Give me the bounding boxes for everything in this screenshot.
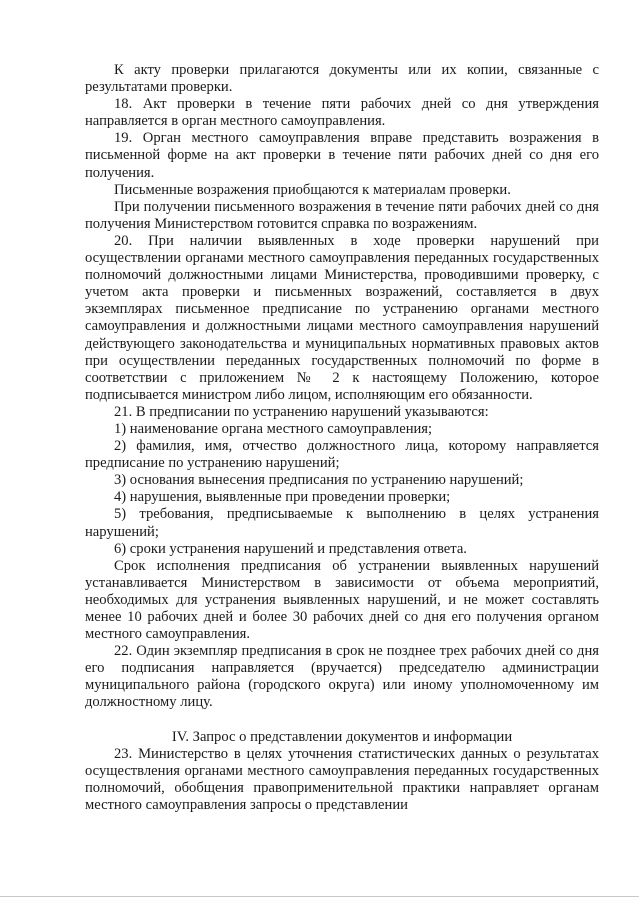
- list-item-4: 4) нарушения, выявленные при проведении проверки;: [114, 489, 451, 506]
- paragraph-attachments: К акту проверки прилагаются документы или их копии, связанные с результатами проверки.: [85, 62, 599, 96]
- paragraph-objections-reference: При получении письменного возражения в течение пяти рабочих дней со дня получения Министерством готовится справка по возражениям.: [85, 198, 599, 232]
- paragraph-23: 23. Министерство в целях уточнения статистических данных о результатах осуществления органами местного самоуправления переданных государственных полномочий, обобщения правоприменительной практики направляет органам местного самоуправления запросы о представлении: [85, 745, 599, 813]
- paragraph-18: 18. Акт проверки в течение пяти рабочих дней со дня утверждения направляется в орган местного самоуправления.: [85, 96, 599, 130]
- list-item-2: 2) фамилия, имя, отчество должностного лица, которому направляется предписание по устранению нарушений;: [85, 438, 599, 472]
- bottom-divider: [0, 896, 639, 897]
- paragraph-22: 22. Один экземпляр предписания в срок не позднее трех рабочих дней со дня его подписания направляется (вручается) председателю администрации муниципального района (городского округа) или иному уполномоченному им должностному лицу.: [85, 643, 599, 711]
- list-item-5: 5) требования, предписываемые к выполнению в целях устранения нарушений;: [85, 506, 599, 540]
- paragraph-20: 20. При наличии выявленных в ходе проверки нарушений при осуществлении органами местного самоуправления переданных государственных полномочий должностными лицами Министерства, проводившими проверку, с учетом акта проверки и письменных возражений, составляется в двух экземплярах письменное предписание по устранению органами местного самоуправления и должностными лицами местного самоуправления нарушений действующего законодательства и муниципальных нормативных правовых актов при осуществлении переданных государственных полномочий по форме в соответствии с приложением № 2 к настоящему Положению, которое подписывается министром либо лицом, исполняющим его обязанности.: [85, 232, 599, 403]
- section-heading: IV. Запрос о представлении документов и информации: [171, 728, 513, 745]
- paragraph-19: 19. Орган местного самоуправления вправе представить возражения в письменной форме на акт проверки в течение пяти рабочих дней со дня его получения.: [85, 130, 599, 181]
- paragraph-21: 21. В предписании по устранению нарушений указываются:: [114, 403, 489, 420]
- paragraph-deadline: Срок исполнения предписания об устранении выявленных нарушений устанавливается Министерством в зависимости от объема мероприятий, необходимых для устранения выявленных нарушений, и не может составлять менее 10 рабочих дней и более 30 рабочих дней со дня его получения органом местного самоуправления.: [85, 557, 599, 643]
- paragraph-objections-attached: Письменные возражения приобщаются к материалам проверки.: [114, 181, 511, 198]
- list-item-6: 6) сроки устранения нарушений и представления ответа.: [114, 540, 467, 557]
- list-item-3: 3) основания вынесения предписания по устранению нарушений;: [114, 472, 524, 489]
- list-item-1: 1) наименование органа местного самоуправления;: [114, 420, 433, 437]
